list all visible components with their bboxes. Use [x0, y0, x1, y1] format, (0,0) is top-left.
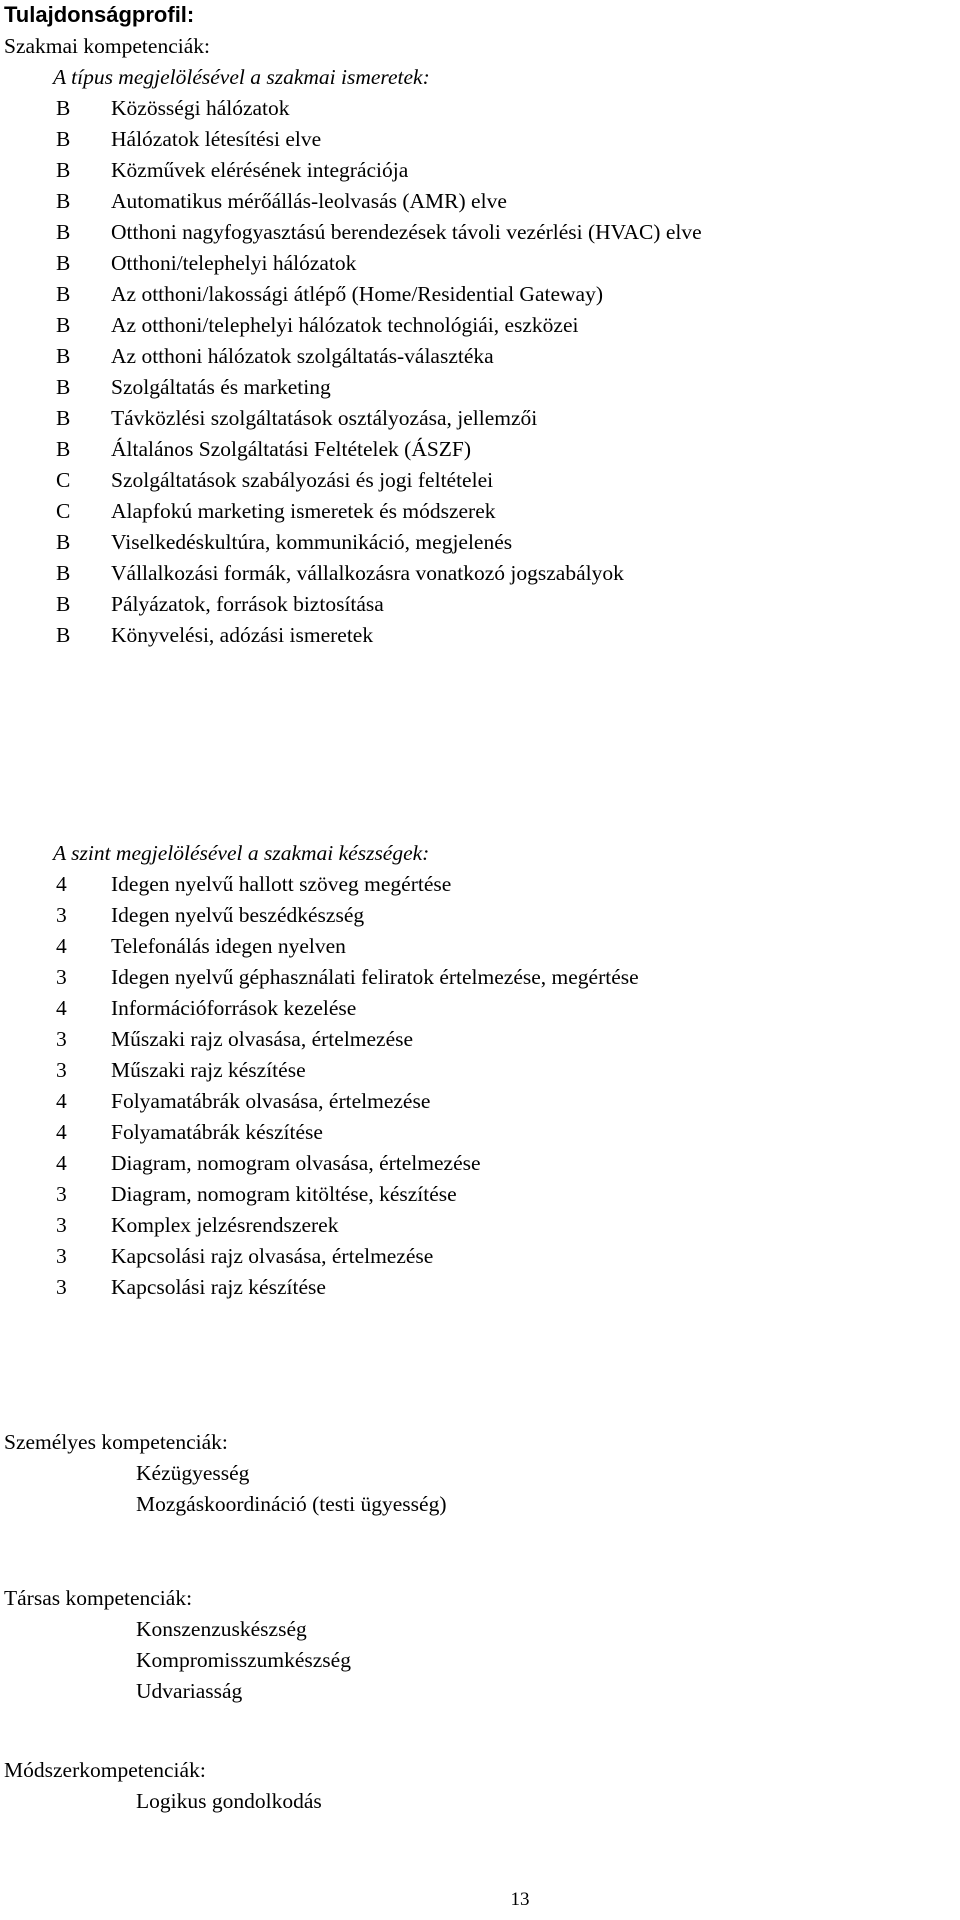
social-competencies-section — [0, 1583, 960, 1707]
level-code: 3 — [56, 1027, 67, 1051]
item-text: Idegen nyelvű beszédkészség — [111, 903, 365, 927]
item-text: Otthoni/telephelyi hálózatok — [111, 251, 357, 275]
item-text: Műszaki rajz olvasása, értelmezése — [111, 1027, 414, 1051]
skill-item — [0, 1148, 960, 1179]
item-text: Pályázatok, források biztosítása — [111, 592, 384, 616]
skill-item — [0, 1210, 960, 1241]
knowledge-list — [0, 93, 960, 651]
skill-item — [0, 1179, 960, 1210]
knowledge-item — [0, 186, 960, 217]
knowledge-item — [0, 620, 960, 651]
personal-list — [0, 1458, 960, 1520]
item-text: Az otthoni hálózatok szolgáltatás-választéka — [111, 344, 494, 368]
knowledge-item — [0, 341, 960, 372]
level-code: B — [56, 282, 71, 306]
level-code: C — [56, 468, 71, 492]
personal-competencies-label: Személyes kompetenciák: — [4, 1430, 228, 1454]
knowledge-item — [0, 527, 960, 558]
professional-competencies-section — [0, 31, 960, 651]
methodological-item: Logikus gondolkodás — [136, 1789, 322, 1813]
item-text: Távközlési szolgáltatások osztályozása, jellemzői — [111, 406, 538, 430]
item-text: Kapcsolási rajz olvasása, értelmezése — [111, 1244, 434, 1268]
level-code: C — [56, 499, 71, 523]
knowledge-item — [0, 155, 960, 186]
item-text: Otthoni nagyfogyasztású berendezések távoli vezérlési (HVAC) elve — [111, 220, 702, 244]
knowledge-item — [0, 372, 960, 403]
item-text: Folyamatábrák olvasása, értelmezése — [111, 1089, 431, 1113]
level-code: B — [56, 189, 71, 213]
knowledge-item — [0, 434, 960, 465]
level-code: B — [56, 251, 71, 275]
level-code: B — [56, 437, 71, 461]
page-title: Tulajdonságprofil: — [4, 2, 195, 27]
methodological-list — [0, 1786, 960, 1817]
level-code: 4 — [56, 1120, 67, 1144]
level-code: B — [56, 96, 71, 120]
methodological-competencies-section — [0, 1755, 960, 1817]
item-text: Alapfokú marketing ismeretek és módszerek — [111, 499, 496, 523]
knowledge-item — [0, 124, 960, 155]
item-text: Közművek elérésének integrációja — [111, 158, 409, 182]
skill-item — [0, 1272, 960, 1303]
level-code: B — [56, 158, 71, 182]
personal-item: Kézügyesség — [136, 1461, 250, 1485]
level-code: 3 — [56, 965, 67, 989]
skills-label: A szint megjelölésével a szakmai készségek: — [53, 841, 430, 865]
item-text: Idegen nyelvű géphasználati feliratok értelmezése, megértése — [111, 965, 639, 989]
knowledge-item — [0, 310, 960, 341]
level-code: 3 — [56, 1182, 67, 1206]
level-code: B — [56, 623, 71, 647]
item-text: Kapcsolási rajz készítése — [111, 1275, 326, 1299]
item-text: Viselkedéskultúra, kommunikáció, megjelenés — [111, 530, 513, 554]
level-code: B — [56, 592, 71, 616]
methodological-competencies-label: Módszerkompetenciák: — [4, 1758, 206, 1782]
knowledge-item — [0, 248, 960, 279]
item-text: Általános Szolgáltatási Feltételek (ÁSZF) — [111, 437, 472, 461]
item-text: Műszaki rajz készítése — [111, 1058, 306, 1082]
knowledge-item — [0, 496, 960, 527]
item-text: Az otthoni/telephelyi hálózatok technológiái, eszközei — [111, 313, 579, 337]
level-code: B — [56, 406, 71, 430]
social-item: Konszenzuskészség — [136, 1617, 307, 1641]
level-code: B — [56, 375, 71, 399]
skill-item — [0, 869, 960, 900]
skill-item — [0, 900, 960, 931]
skill-item — [0, 931, 960, 962]
item-text: Diagram, nomogram kitöltése, készítése — [111, 1182, 457, 1206]
item-text: Szolgáltatás és marketing — [111, 375, 331, 399]
level-code: 3 — [56, 1244, 67, 1268]
item-text: Az otthoni/lakossági átlépő (Home/Residential Gateway) — [111, 282, 603, 306]
level-code: 3 — [56, 1213, 67, 1237]
level-code: 3 — [56, 1058, 67, 1082]
level-code: B — [56, 530, 71, 554]
skill-item — [0, 962, 960, 993]
item-text: Komplex jelzésrendszerek — [111, 1213, 339, 1237]
knowledge-item — [0, 589, 960, 620]
social-item: Udvariasság — [136, 1679, 243, 1703]
professional-competencies-label: Szakmai kompetenciák: — [4, 34, 210, 58]
personal-item: Mozgáskoordináció (testi ügyesség) — [136, 1492, 447, 1516]
level-code: 3 — [56, 903, 67, 927]
level-code: 4 — [56, 1151, 67, 1175]
item-text: Idegen nyelvű hallott szöveg megértése — [111, 872, 452, 896]
skill-item — [0, 993, 960, 1024]
social-item: Kompromisszumkészség — [136, 1648, 351, 1672]
skill-item — [0, 1086, 960, 1117]
level-code: 4 — [56, 872, 67, 896]
item-text: Diagram, nomogram olvasása, értelmezése — [111, 1151, 481, 1175]
level-code: B — [56, 344, 71, 368]
knowledge-item — [0, 465, 960, 496]
item-text: Könyvelési, adózási ismeretek — [111, 623, 374, 647]
knowledge-item — [0, 217, 960, 248]
knowledge-item — [0, 403, 960, 434]
knowledge-item — [0, 558, 960, 589]
personal-competencies-section — [0, 1427, 960, 1520]
item-text: Telefonálás idegen nyelven — [111, 934, 346, 958]
skills-list — [0, 869, 960, 1303]
level-code: 4 — [56, 934, 67, 958]
level-code: B — [56, 313, 71, 337]
skill-item — [0, 1024, 960, 1055]
item-text: Folyamatábrák készítése — [111, 1120, 323, 1144]
item-text: Közösségi hálózatok — [111, 96, 290, 120]
level-code: 4 — [56, 996, 67, 1020]
item-text: Hálózatok létesítési elve — [111, 127, 322, 151]
level-code: B — [56, 220, 71, 244]
level-code: B — [56, 127, 71, 151]
item-text: Információforrások kezelése — [111, 996, 357, 1020]
knowledge-item — [0, 279, 960, 310]
knowledge-label: A típus megjelölésével a szakmai ismeretek: — [53, 65, 430, 89]
item-text: Automatikus mérőállás-leolvasás (AMR) elve — [111, 189, 507, 213]
level-code: 4 — [56, 1089, 67, 1113]
level-code: 3 — [56, 1275, 67, 1299]
item-text: Szolgáltatások szabályozási és jogi feltételei — [111, 468, 494, 492]
knowledge-item — [0, 93, 960, 124]
skill-item — [0, 1117, 960, 1148]
skill-item — [0, 1241, 960, 1272]
skills-section — [0, 838, 960, 1303]
social-list — [0, 1614, 960, 1707]
social-competencies-label: Társas kompetenciák: — [4, 1586, 193, 1610]
skill-item — [0, 1055, 960, 1086]
level-code: B — [56, 561, 71, 585]
page-number: 13 — [510, 1889, 530, 1910]
item-text: Vállalkozási formák, vállalkozásra vonatkozó jogszabályok — [111, 561, 624, 585]
